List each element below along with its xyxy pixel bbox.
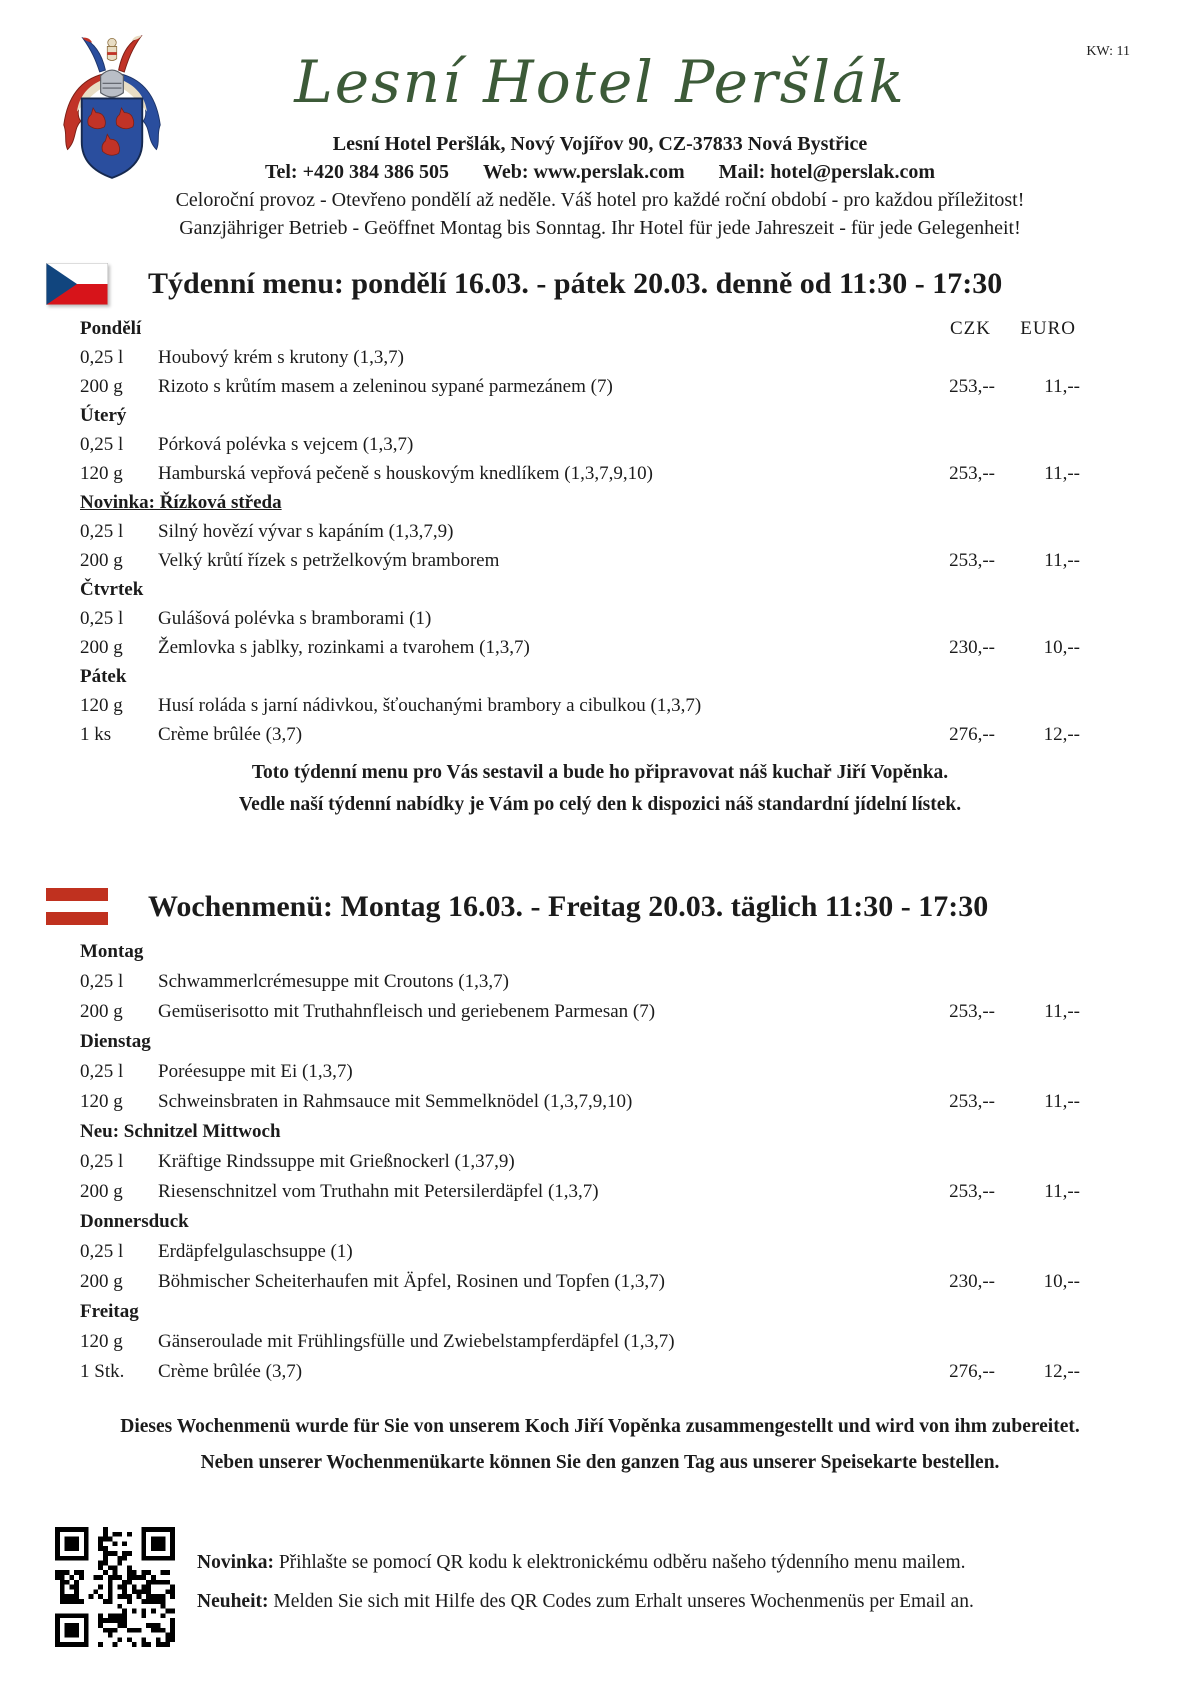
qr-code-icon [55, 1527, 175, 1647]
day-heading: Montag [80, 941, 144, 962]
item-name: Kräftige Rindssuppe mit Grießnockerl (1,37,9) [158, 1151, 515, 1172]
item-quantity: 200 g [80, 636, 123, 658]
czech-weekly-menu [0, 260, 1200, 749]
note-standard-menu-german: Neben unserer Wochenmenükarte können Sie den ganzen Tag aus unserer Speisekarte bestellen. [200, 1452, 1000, 1473]
item-price-czk: 230,-- [949, 1271, 995, 1292]
qr-note-lines [197, 1527, 974, 1621]
qr-code [55, 1527, 175, 1647]
item-quantity: 200 g [80, 549, 123, 571]
price-column-euro-header: EURO [1020, 317, 1076, 339]
item-quantity: 0,25 l [80, 1061, 124, 1082]
item-quantity: 200 g [80, 1271, 123, 1292]
german-menu-title-row [0, 883, 1200, 931]
menu-item-row [80, 1087, 1080, 1117]
note-chef-german: Dieses Wochenmenü wurde für Sie von unserem Koch Jiří Vopěnka zusammengestellt und wird von ihm zubereitet. [120, 1416, 1080, 1437]
item-name: Schweinsbraten in Rahmsauce mit Semmelknödel (1,3,7,9,10) [158, 1091, 633, 1112]
menu-item-row [80, 1327, 1080, 1357]
item-price-euro: 11,-- [1044, 375, 1080, 397]
menu-item-row [80, 343, 1080, 372]
day-heading: Dienstag [80, 1031, 151, 1052]
menu-day-row [80, 401, 1080, 430]
menu-item-row [80, 720, 1080, 749]
item-price-euro: 11,-- [1044, 462, 1080, 484]
document-header [0, 0, 1200, 244]
menu-day-row [80, 937, 1080, 967]
item-name: Gemüserisotto mit Truthahnfleisch und geriebenem Parmesan (7) [158, 1001, 656, 1022]
day-heading: Novinka: Řízková středa [80, 491, 282, 513]
menu-item-row [80, 546, 1080, 575]
menu-item-row [80, 372, 1080, 401]
coat-of-arms-icon [60, 30, 164, 182]
item-price-euro: 12,-- [1043, 723, 1080, 745]
coat-of-arms-logo [60, 30, 164, 187]
item-price-euro: 12,-- [1043, 1361, 1080, 1382]
item-price-czk: 253,-- [949, 1091, 995, 1112]
menu-day-row [80, 314, 1080, 343]
item-price-czk: 253,-- [949, 462, 995, 484]
item-price-czk: 253,-- [949, 1181, 995, 1202]
menu-day-row [80, 488, 1080, 517]
menu-day-row [80, 1027, 1080, 1057]
menu-item-row [80, 1057, 1080, 1087]
menu-day-row [80, 1297, 1080, 1327]
german-menu-notes [0, 1409, 1200, 1481]
czech-menu-notes [0, 757, 1200, 821]
czech-flag-icon [46, 263, 108, 305]
item-name: Silný hovězí vývar s kapáním (1,3,7,9) [158, 520, 454, 542]
menu-item-row [80, 691, 1080, 720]
menu-item-row [80, 633, 1080, 662]
czech-menu-title: Týdenní menu: pondělí 16.03. - pátek 20.03. denně od 11:30 - 17:30 [148, 267, 1003, 300]
menu-item-row [80, 1237, 1080, 1267]
item-quantity: 0,25 l [80, 1151, 124, 1172]
email-text: Mail: hotel@perslak.com [718, 161, 936, 183]
item-name: Böhmischer Scheiterhaufen mit Äpfel, Rosinen und Topfen (1,3,7) [158, 1271, 665, 1292]
hotel-name-title: Lesní Hotel Peršlák [294, 48, 906, 116]
item-price-euro: 11,-- [1044, 1181, 1080, 1202]
item-name: Crème brûlée (3,7) [158, 1361, 303, 1382]
qr-newsletter-section [0, 1527, 1200, 1647]
item-quantity: 200 g [80, 375, 123, 397]
menu-item-row [80, 1177, 1080, 1207]
item-quantity: 0,25 l [80, 346, 124, 368]
item-price-euro: 11,-- [1044, 1091, 1080, 1112]
item-name: Hamburská vepřová pečeně s houskovým knedlíkem (1,3,7,9,10) [158, 462, 653, 484]
austria-flag-icon [46, 888, 108, 926]
qr-note-czech [197, 1543, 974, 1582]
item-quantity: 200 g [80, 1181, 123, 1202]
qr-note-german-prefix: Neuheit: [197, 1591, 269, 1612]
czech-menu-rows [80, 314, 1080, 749]
menu-item-row [80, 1147, 1080, 1177]
item-price-czk: 253,-- [949, 549, 995, 571]
item-price-euro: 10,-- [1043, 1271, 1080, 1292]
item-quantity: 120 g [80, 1091, 123, 1112]
item-quantity: 0,25 l [80, 520, 124, 542]
menu-item-row [80, 430, 1080, 459]
menu-item-row [80, 967, 1080, 997]
german-menu-rows [80, 937, 1080, 1387]
item-name: Poréesuppe mit Ei (1,3,7) [158, 1061, 353, 1082]
german-menu-title: Wochenmenü: Montag 16.03. - Freitag 20.03. täglich 11:30 - 17:30 [148, 890, 989, 923]
note-chef-czech: Toto týdenní menu pro Vás sestavil a bude ho připravovat náš kuchař Jiří Vopěnka. [251, 762, 949, 783]
german-weekly-menu [0, 883, 1200, 1387]
item-quantity: 120 g [80, 462, 123, 484]
item-name: Schwammerlcrémesuppe mit Croutons (1,3,7) [158, 971, 509, 992]
item-quantity: 0,25 l [80, 433, 124, 455]
item-name: Crème brûlée (3,7) [158, 723, 303, 745]
day-heading: Pondělí [80, 317, 142, 339]
menu-item-row [80, 459, 1080, 488]
item-price-czk: 253,-- [949, 375, 995, 397]
qr-note-german [197, 1582, 974, 1621]
item-price-czk: 276,-- [949, 723, 995, 745]
price-column-czk-header: CZK [950, 317, 991, 339]
menu-item-row [80, 1267, 1080, 1297]
day-heading: Čtvrtek [80, 578, 144, 600]
contact-row [0, 158, 1200, 186]
item-quantity: 1 ks [80, 723, 112, 745]
day-heading: Freitag [80, 1301, 139, 1322]
item-name: Erdäpfelgulaschsuppe (1) [158, 1241, 353, 1262]
item-price-czk: 276,-- [949, 1361, 995, 1382]
item-name: Houbový krém s krutony (1,3,7) [158, 346, 404, 368]
item-name: Žemlovka s jablky, rozinkami a tvarohem (1,3,7) [158, 636, 530, 658]
item-quantity: 120 g [80, 694, 123, 716]
day-heading: Neu: Schnitzel Mittwoch [80, 1121, 281, 1142]
menu-item-row [80, 604, 1080, 633]
item-price-czk: 253,-- [949, 1001, 995, 1022]
item-name: Gulášová polévka s bramborami (1) [158, 607, 432, 629]
hotel-address: Lesní Hotel Peršlák, Nový Vojířov 90, CZ-37833 Nová Bystřice [332, 133, 868, 155]
day-heading: Úterý [80, 404, 127, 426]
item-price-euro: 11,-- [1044, 549, 1080, 571]
item-price-euro: 10,-- [1043, 636, 1080, 658]
calendar-week-label: KW: 11 [1086, 44, 1130, 59]
menu-day-row [80, 662, 1080, 691]
day-heading: Donnersduck [80, 1211, 189, 1232]
menu-day-row [80, 1117, 1080, 1147]
website-text: Web: www.perslak.com [482, 161, 685, 183]
menu-item-row [80, 517, 1080, 546]
item-name: Gänseroulade mit Frühlingsfülle und Zwiebelstampferdäpfel (1,3,7) [158, 1331, 675, 1352]
item-quantity: 200 g [80, 1001, 123, 1022]
item-price-czk: 230,-- [949, 636, 995, 658]
note-standard-menu-czech: Vedle naší týdenní nabídky je Vám po celý den k dispozici náš standardní jídelní lístek. [238, 794, 962, 815]
phone-text: Tel: +420 384 386 505 [264, 161, 449, 183]
day-heading: Pátek [80, 665, 127, 687]
menu-item-row [80, 997, 1080, 1027]
item-name: Velký krůtí řízek s petrželkovým bramborem [158, 549, 500, 571]
item-name: Pórková polévka s vejcem (1,3,7) [158, 433, 414, 455]
item-name: Riesenschnitzel vom Truthahn mit Petersilerdäpfel (1,3,7) [158, 1181, 599, 1202]
qr-note-german-text: Melden Sie sich mit Hilfe des QR Codes zum Erhalt unseres Wochenmenüs per Email an. [268, 1591, 974, 1612]
item-quantity: 0,25 l [80, 607, 124, 629]
item-name: Rizoto s krůtím masem a zeleninou sypané parmezánem (7) [158, 375, 613, 397]
opening-info-czech: Celoroční provoz - Otevřeno pondělí až neděle. Váš hotel pro každé roční období - pro každou příležitost! [175, 189, 1025, 211]
item-quantity: 1 Stk. [80, 1361, 125, 1382]
item-quantity: 0,25 l [80, 971, 124, 992]
item-quantity: 0,25 l [80, 1241, 124, 1262]
opening-info-german: Ganzjähriger Betrieb - Geöffnet Montag bis Sonntag. Ihr Hotel für jede Jahreszeit - für jede Gelegenheit! [179, 217, 1021, 239]
item-name: Husí roláda s jarní nádivkou, šťouchanými brambory a cibulkou (1,3,7) [158, 694, 702, 716]
menu-item-row [80, 1357, 1080, 1387]
qr-note-czech-prefix: Novinka: [197, 1552, 274, 1573]
item-price-euro: 11,-- [1044, 1001, 1080, 1022]
item-quantity: 120 g [80, 1331, 123, 1352]
czech-menu-title-row [0, 260, 1200, 308]
qr-note-czech-text: Přihlašte se pomocí QR kodu k elektronickému odběru našeho týdenního menu mailem. [273, 1552, 966, 1573]
menu-day-row [80, 575, 1080, 604]
menu-day-row [80, 1207, 1080, 1237]
